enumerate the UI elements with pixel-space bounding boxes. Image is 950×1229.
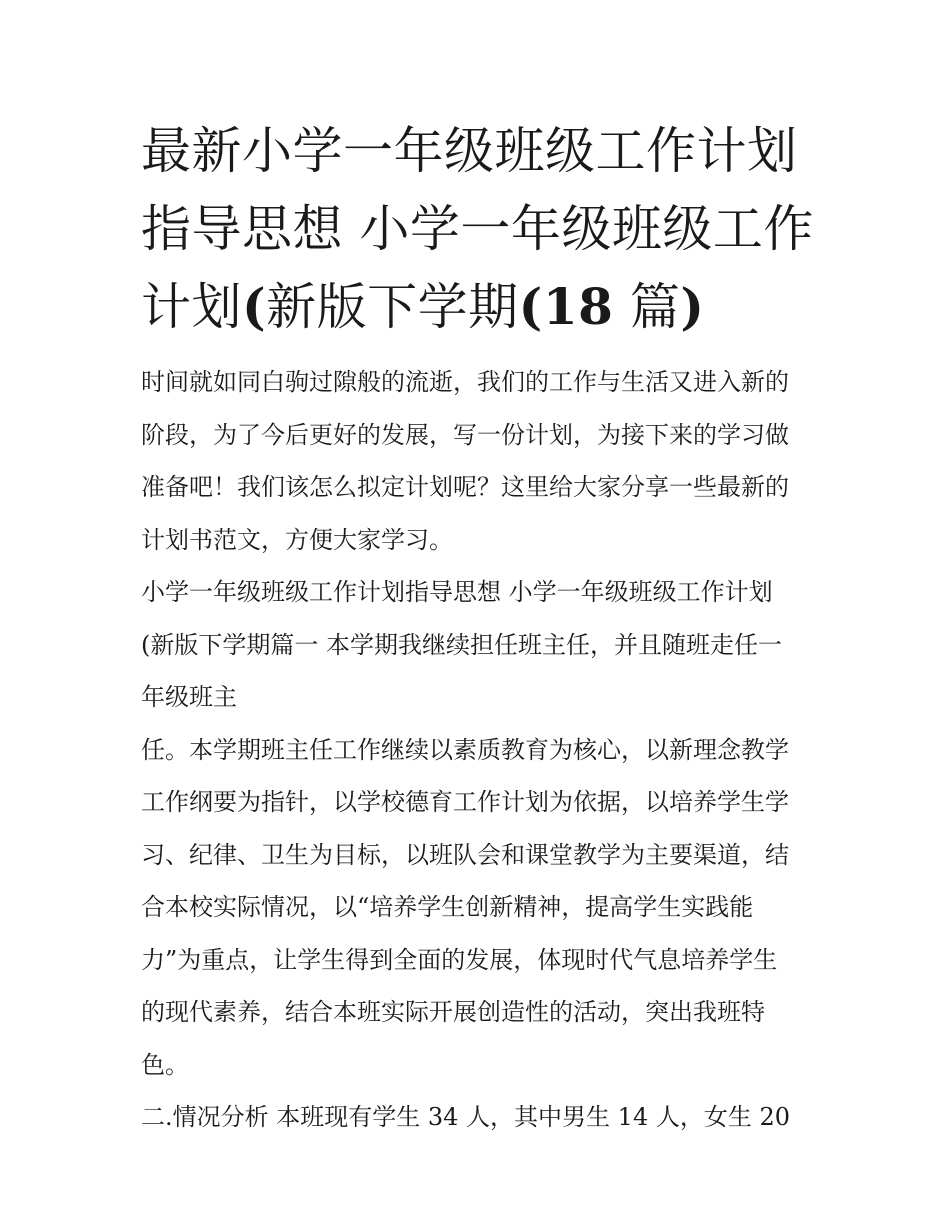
guiding-thought-paragraph <box>141 724 821 1092</box>
document-page <box>141 112 821 1144</box>
text-line: 二.情况分析 本班现有学生 34 人，其中男生 14 人，女生 20 <box>141 1103 791 1131</box>
text-line: 小学一年级班级工作计划指导思想 小学一年级班级工作计划 <box>141 578 773 606</box>
text-line: 准备吧！我们该怎么拟定计划呢？这里给大家分享一些最新的 <box>141 473 789 501</box>
title-line: 最新小学一年级班级工作计划 <box>141 122 798 180</box>
text-line: (新版下学期篇一 本学期我继续担任班主任，并且随班走任一 <box>141 630 782 659</box>
text-line: 色。 <box>141 1050 189 1079</box>
text-line: 力”为重点，让学生得到全面的发展，体现时代气息培养学生 <box>141 945 778 974</box>
text-line: 任。本学期班主任工作继续以素质教育为核心，以新理念教学 <box>141 735 789 764</box>
text-line: 合本校实际情况，以“培养学生创新精神，提高学生实践能 <box>141 893 754 921</box>
title-line: 计划(新版下学期(18 篇) <box>141 277 705 336</box>
text-line: 习、纪律、卫生为目标，以班队会和课堂教学为主要渠道，结 <box>141 840 789 869</box>
text-line: 时间就如同白驹过隙般的流逝，我们的工作与生活又进入新的 <box>141 368 789 396</box>
text-line: 计划书范文，方便大家学习。 <box>141 525 453 554</box>
document-body <box>141 356 821 1144</box>
title-line: 指导思想 小学一年级班级工作 <box>141 200 814 258</box>
text-line: 工作纲要为指针，以学校德育工作计划为依据，以培养学生学 <box>141 788 789 816</box>
situation-analysis-paragraph <box>141 1091 821 1144</box>
document-title <box>141 112 821 346</box>
text-line: 的现代素养，结合本班实际开展创造性的活动，突出我班特 <box>141 998 765 1026</box>
section-heading-paragraph <box>141 566 821 724</box>
intro-paragraph <box>141 356 821 566</box>
text-line: 阶段，为了今后更好的发展，写一份计划，为接下来的学习做 <box>141 420 789 449</box>
text-line: 年级班主 <box>141 683 237 711</box>
